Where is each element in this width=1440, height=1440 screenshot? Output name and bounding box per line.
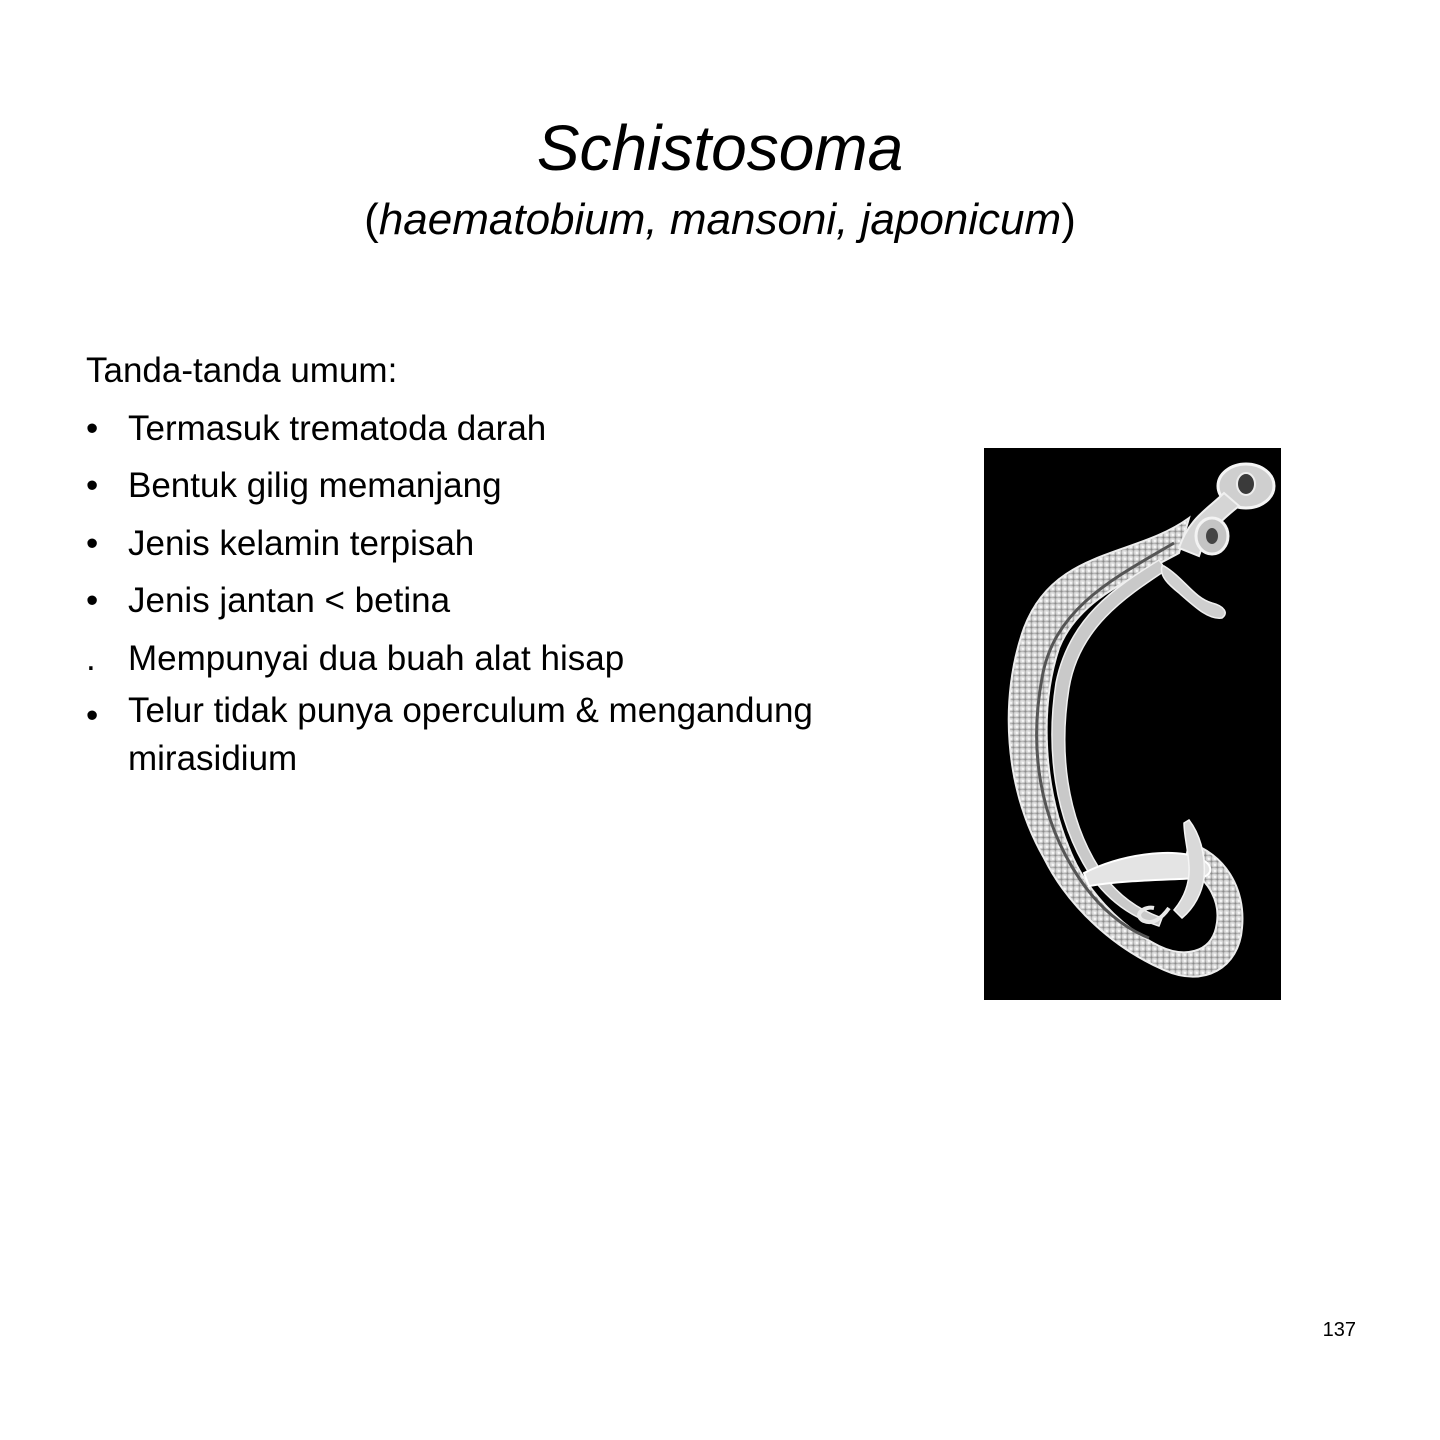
subtitle-open-paren: (	[364, 195, 379, 244]
body-text	[86, 342, 966, 783]
bullet-text: Telur tidak punya operculum & mengandung	[128, 691, 813, 730]
bullet-text: Bentuk gilig memanjang	[128, 466, 502, 505]
bullet-marker: •	[86, 408, 99, 448]
schistosoma-worm-illustration	[984, 448, 1281, 1000]
bullet-marker: .	[86, 638, 96, 678]
bullet-text: Termasuk trematoda darah	[128, 408, 547, 448]
list-item	[86, 400, 966, 458]
slide-title: Schistosoma	[536, 112, 904, 184]
characteristics-list	[86, 400, 966, 784]
characteristics-heading: Tanda-tanda umum:	[86, 351, 398, 390]
bullet-text: Jenis kelamin terpisah	[128, 523, 475, 563]
list-item	[86, 457, 966, 515]
bullet-marker: •	[86, 581, 99, 620]
bullet-text: Jenis jantan < betina	[128, 581, 451, 620]
subtitle-species: haematobium, mansoni, japonicum	[378, 195, 1062, 244]
page-number: 137	[1322, 1319, 1356, 1341]
bullet-marker: •	[86, 523, 99, 563]
bullet-text: Mempunyai dua buah alat hisap	[128, 638, 625, 678]
bullet-text-continuation: mirasidium	[128, 739, 298, 778]
ventral-sucker-opening	[1206, 528, 1218, 544]
list-item	[86, 572, 966, 630]
list-item	[86, 630, 966, 688]
slide-subtitle	[0, 192, 1440, 248]
list-item	[86, 515, 966, 573]
oral-sucker-opening	[1237, 473, 1255, 495]
list-item	[86, 687, 966, 783]
bullet-marker: •	[86, 696, 99, 735]
bullet-marker: •	[86, 466, 99, 505]
subtitle-close-paren: )	[1061, 195, 1076, 244]
schistosoma-figure	[984, 448, 1281, 1000]
